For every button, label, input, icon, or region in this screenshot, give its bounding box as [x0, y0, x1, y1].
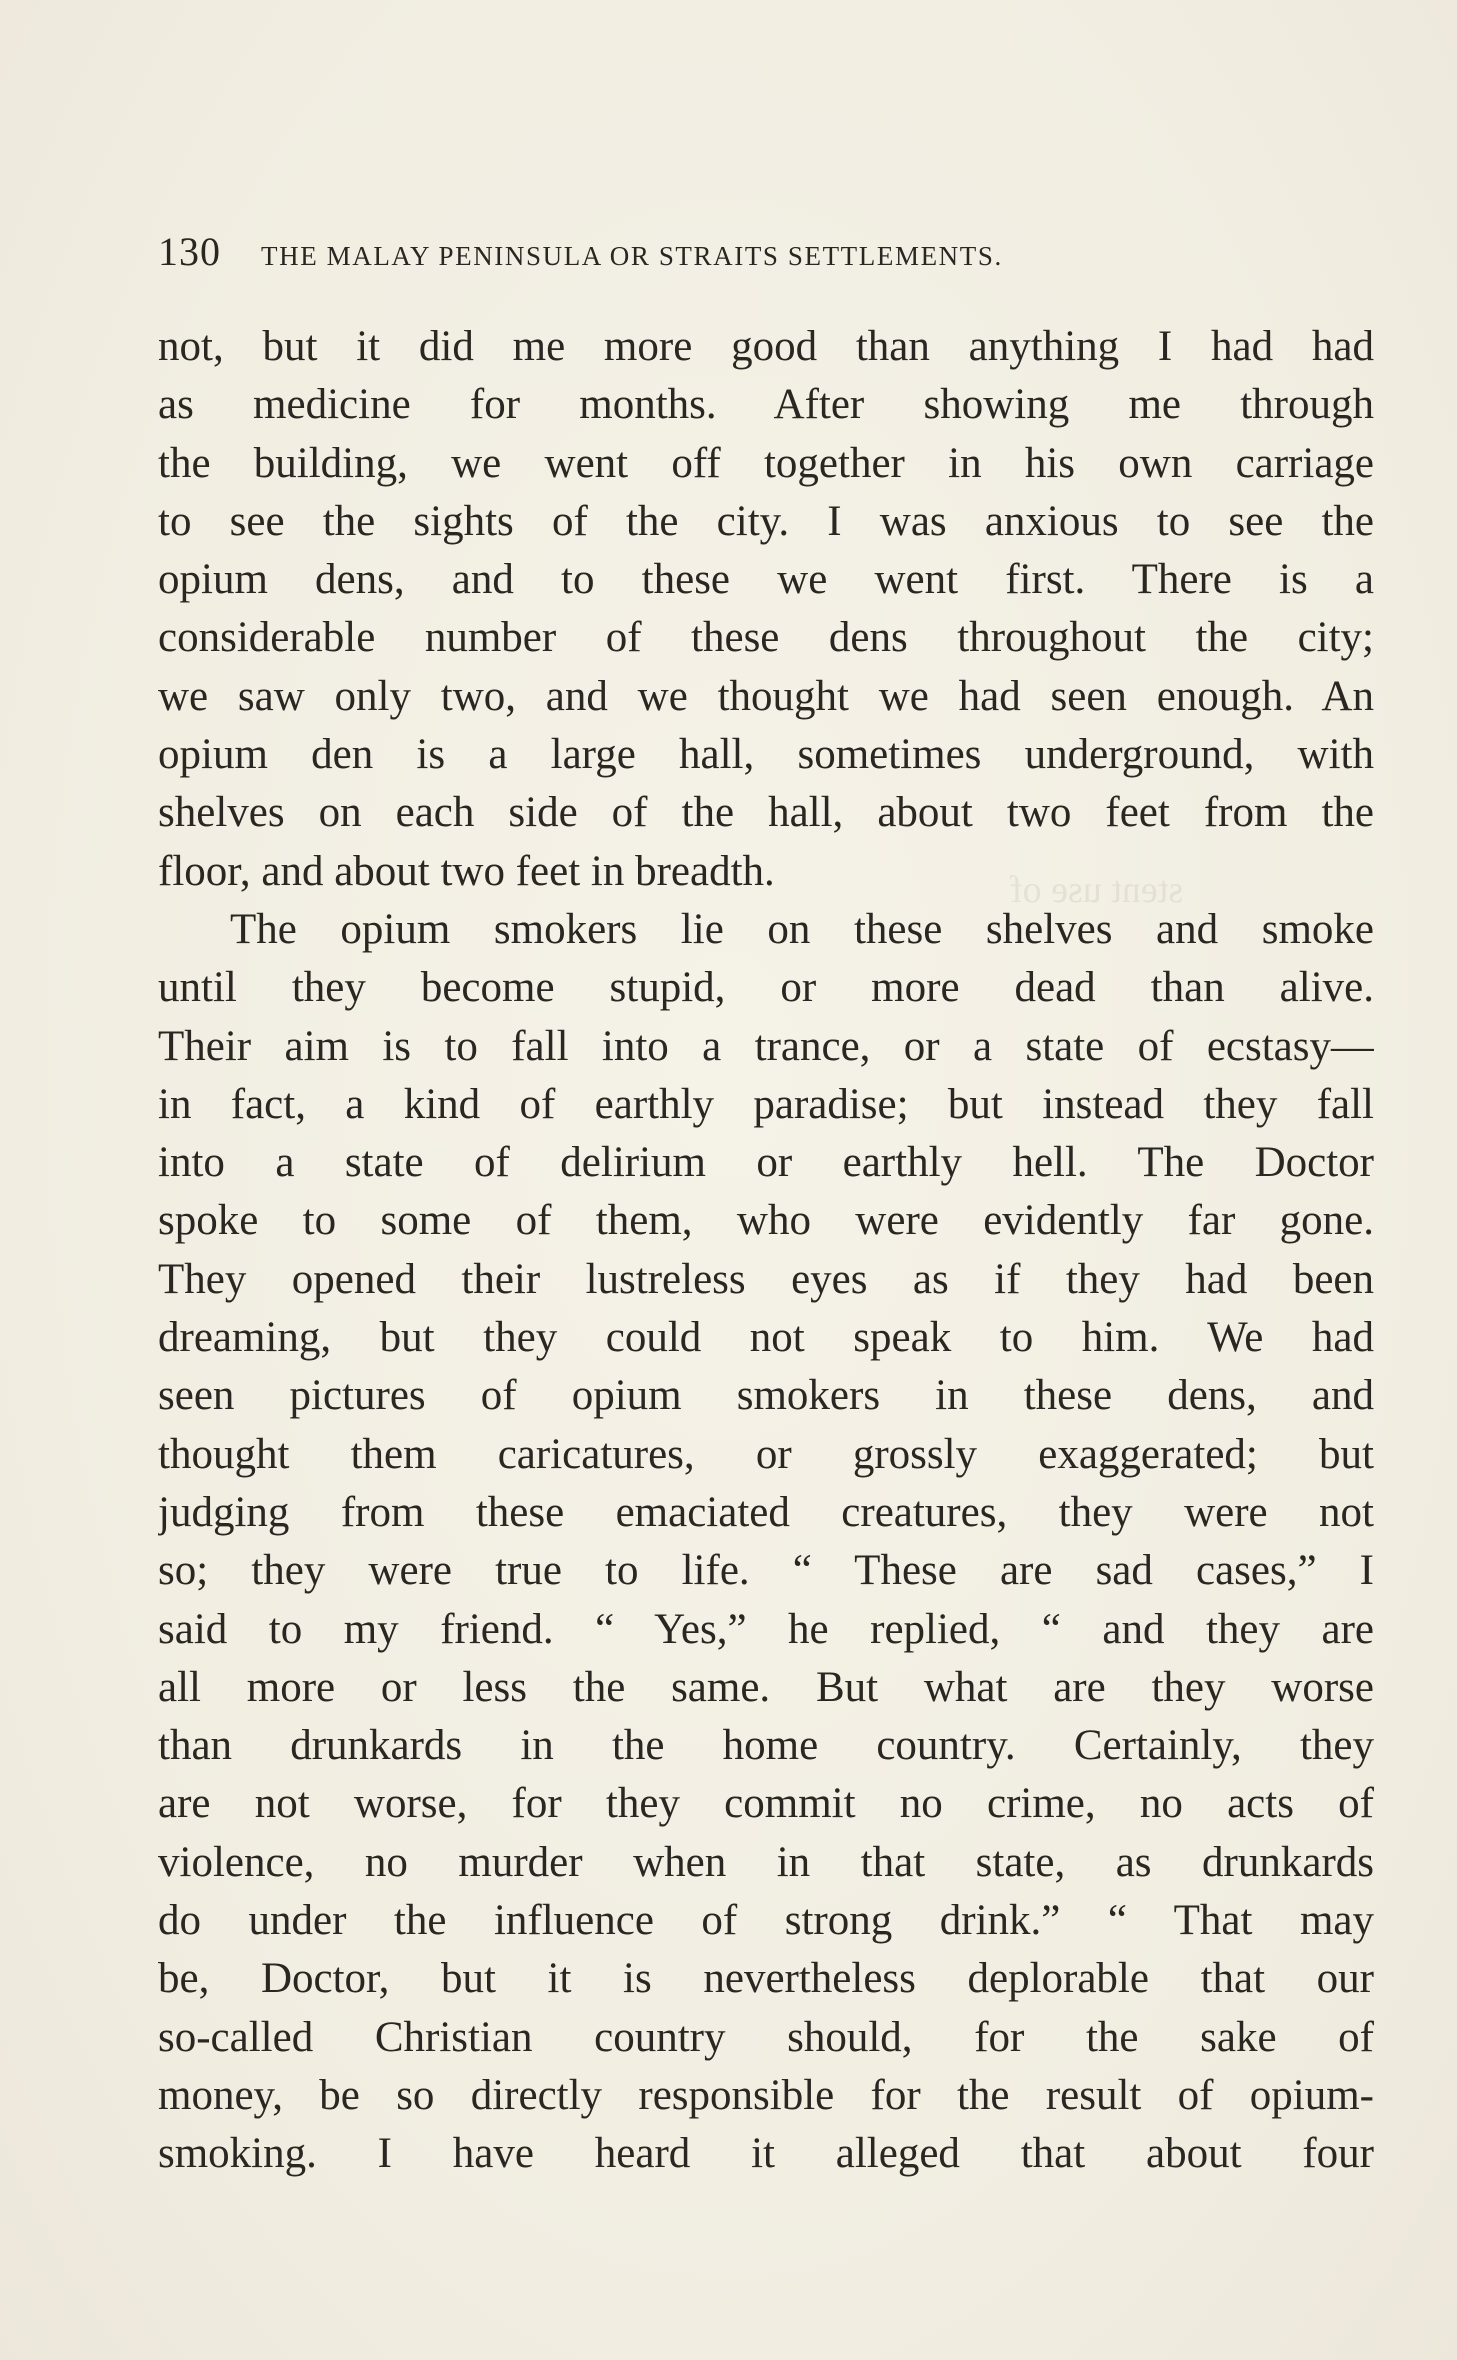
- text-line: seen pictures of opium smokers in these dens, and: [158, 1372, 1374, 1420]
- text-line: judging from these emaciated creatures, they were not: [158, 1488, 1374, 1536]
- text-line: into a state of delirium or earthly hell. The Doctor: [158, 1139, 1374, 1187]
- paragraph-first-line: The opium smokers lie on these shelves and smoke: [230, 905, 1374, 953]
- text-line: considerable number of these dens throughout the city;: [158, 614, 1374, 662]
- text-line: we saw only two, and we thought we had seen enough. An: [158, 672, 1374, 720]
- text-line: are not worse, for they commit no crime, no acts of: [158, 1780, 1374, 1828]
- text-line: than drunkards in the home country. Certainly, they: [158, 1722, 1374, 1770]
- text-line: said to my friend. “ Yes,” he replied, “ and they are: [158, 1605, 1374, 1653]
- text-line: opium dens, and to these we went first. There is a: [158, 556, 1374, 604]
- text-line: money, be so directly responsible for the result of opium-: [158, 2071, 1374, 2119]
- running-head: [158, 228, 1378, 278]
- text-line: opium den is a large hall, sometimes underground, with: [158, 731, 1374, 779]
- text-line: until they become stupid, or more dead than alive.: [158, 964, 1374, 1012]
- text-line: shelves on each side of the hall, about two feet from the: [158, 789, 1374, 837]
- text-line: so-called Christian country should, for the sake of: [158, 2013, 1374, 2061]
- text-line: Their aim is to fall into a trance, or a state of ecstasy—: [158, 1022, 1374, 1070]
- text-line: dreaming, but they could not speak to him. We had: [158, 1314, 1374, 1362]
- text-line: all more or less the same. But what are they worse: [158, 1663, 1374, 1711]
- paragraph-end-line: floor, and about two feet in breadth.: [158, 847, 775, 895]
- bleed-through-text: stent use of: [1010, 869, 1184, 911]
- text-line: as medicine for months. After showing me through: [158, 381, 1374, 429]
- text-line: smoking. I have heard it alleged that about four: [158, 2130, 1374, 2178]
- text-line: in fact, a kind of earthly paradise; but instead they fall: [158, 1080, 1374, 1128]
- body-text: [158, 318, 1374, 2184]
- text-line: not, but it did me more good than anything I had had: [158, 323, 1374, 370]
- page-number: 130: [158, 229, 221, 274]
- text-line: do under the influence of strong drink.” “ That may: [158, 1897, 1374, 1945]
- text-line: They opened their lustreless eyes as if they had been: [158, 1255, 1374, 1303]
- text-line: violence, no murder when in that state, as drunkards: [158, 1838, 1374, 1886]
- running-title: THE MALAY PENINSULA OR STRAITS SETTLEMENTS.: [261, 241, 1003, 271]
- text-line: be, Doctor, but it is nevertheless deplorable that our: [158, 1955, 1374, 2003]
- text-line: thought them caricatures, or grossly exaggerated; but: [158, 1430, 1374, 1478]
- text-line: so; they were true to life. “ These are sad cases,” I: [158, 1547, 1374, 1595]
- text-line: spoke to some of them, who were evidently far gone.: [158, 1197, 1374, 1245]
- text-line: the building, we went off together in his own carriage: [158, 439, 1374, 487]
- text-line: to see the sights of the city. I was anxious to see the: [158, 497, 1374, 545]
